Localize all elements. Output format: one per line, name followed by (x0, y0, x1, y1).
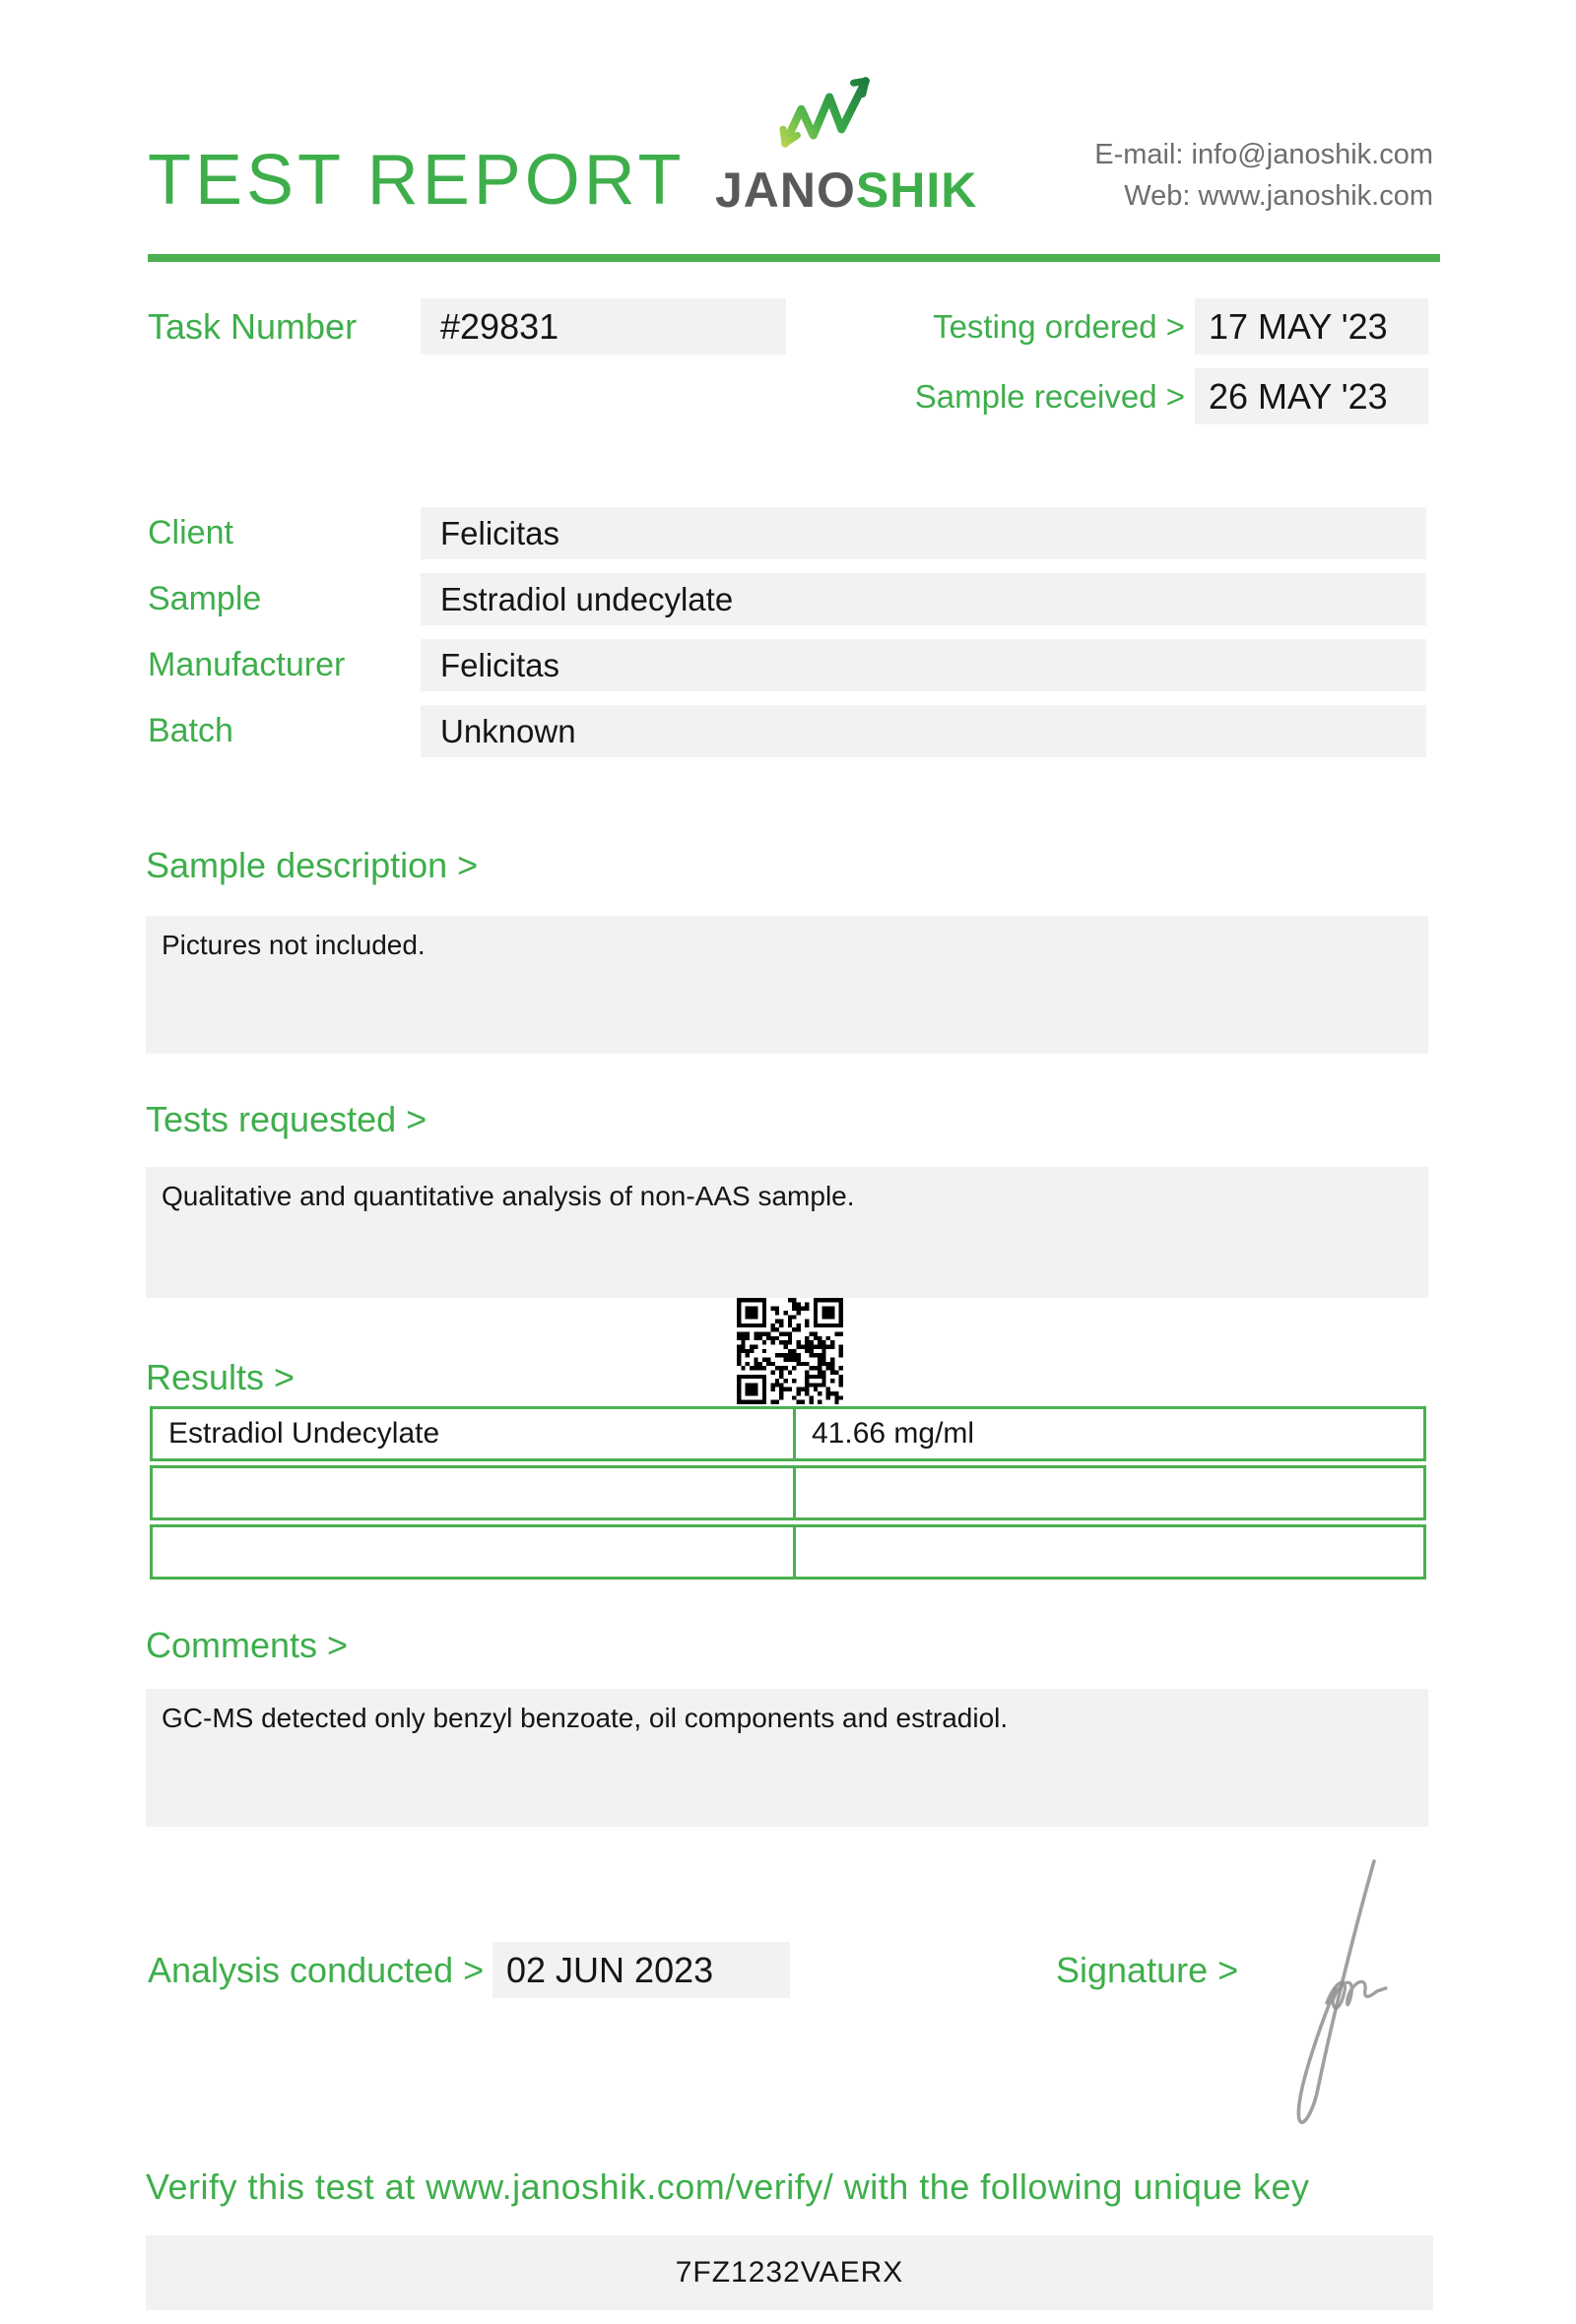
logo-text-jano: JANO (715, 162, 856, 218)
sample-label: Sample (148, 580, 262, 617)
results-table-row (150, 1524, 1426, 1580)
janoshik-logo-text (715, 161, 977, 219)
sample-description-heading: Sample description > (146, 845, 479, 885)
page-title: TEST REPORT (148, 141, 686, 220)
comments-heading: Comments > (146, 1625, 349, 1665)
results-heading: Results > (146, 1357, 296, 1397)
results-table (150, 1406, 1426, 1583)
comments-text: GC-MS detected only benzyl benzoate, oil components and estradiol. (162, 1703, 1009, 1733)
logo-text-shik: SHIK (855, 162, 978, 218)
contact-email: E-mail: info@janoshik.com (1094, 139, 1433, 170)
sample-received-label: Sample received > (914, 378, 1185, 415)
results-table-row (150, 1406, 1426, 1461)
batch-label: Batch (148, 712, 233, 749)
analysis-conducted-label: Analysis conducted > (148, 1950, 485, 1990)
sample-received-value: 26 MAY '23 (1195, 368, 1428, 424)
client-value: Felicitas (421, 507, 1426, 559)
qr-code (737, 1298, 843, 1404)
sample-value: Estradiol undecylate (421, 573, 1426, 625)
result-value: 41.66 mg/ml (812, 1417, 975, 1450)
tests-requested-box (146, 1167, 1428, 1298)
result-analyte (153, 1527, 796, 1577)
manufacturer-value: Felicitas (421, 639, 1426, 691)
task-number-label: Task Number (148, 306, 358, 347)
verify-key: 7FZ1232VAERX (675, 2256, 904, 2289)
janoshik-logo-icon (776, 71, 879, 161)
client-label: Client (148, 514, 233, 551)
result-analyte: Estradiol Undecylate (153, 1409, 796, 1458)
result-value (796, 1468, 1423, 1517)
signature-label: Signature > (1056, 1950, 1239, 1990)
batch-value: Unknown (421, 705, 1426, 757)
testing-ordered-label: Testing ordered > (933, 308, 1185, 345)
tests-requested-text: Qualitative and quantitative analysis of non-AAS sample. (162, 1181, 855, 1211)
testing-ordered-value: 17 MAY '23 (1195, 298, 1428, 355)
analysis-conducted-value: 02 JUN 2023 (492, 1942, 790, 1998)
comments-box (146, 1689, 1428, 1827)
contact-web: Web: www.janoshik.com (1124, 180, 1433, 212)
sample-description-text: Pictures not included. (162, 930, 426, 960)
results-table-row (150, 1465, 1426, 1520)
verify-key-box (146, 2235, 1433, 2310)
result-value (796, 1527, 1423, 1577)
tests-requested-heading: Tests requested > (146, 1099, 427, 1139)
task-number-value: #29831 (421, 298, 786, 355)
sample-description-box (146, 916, 1428, 1054)
header-divider (148, 254, 1440, 262)
contact-block (1094, 134, 1433, 217)
result-analyte (153, 1468, 796, 1517)
verify-instruction: Verify this test at www.janoshik.com/verify/ with the following unique key (146, 2166, 1310, 2207)
manufacturer-label: Manufacturer (148, 646, 346, 683)
signature-image (1249, 1849, 1416, 2145)
